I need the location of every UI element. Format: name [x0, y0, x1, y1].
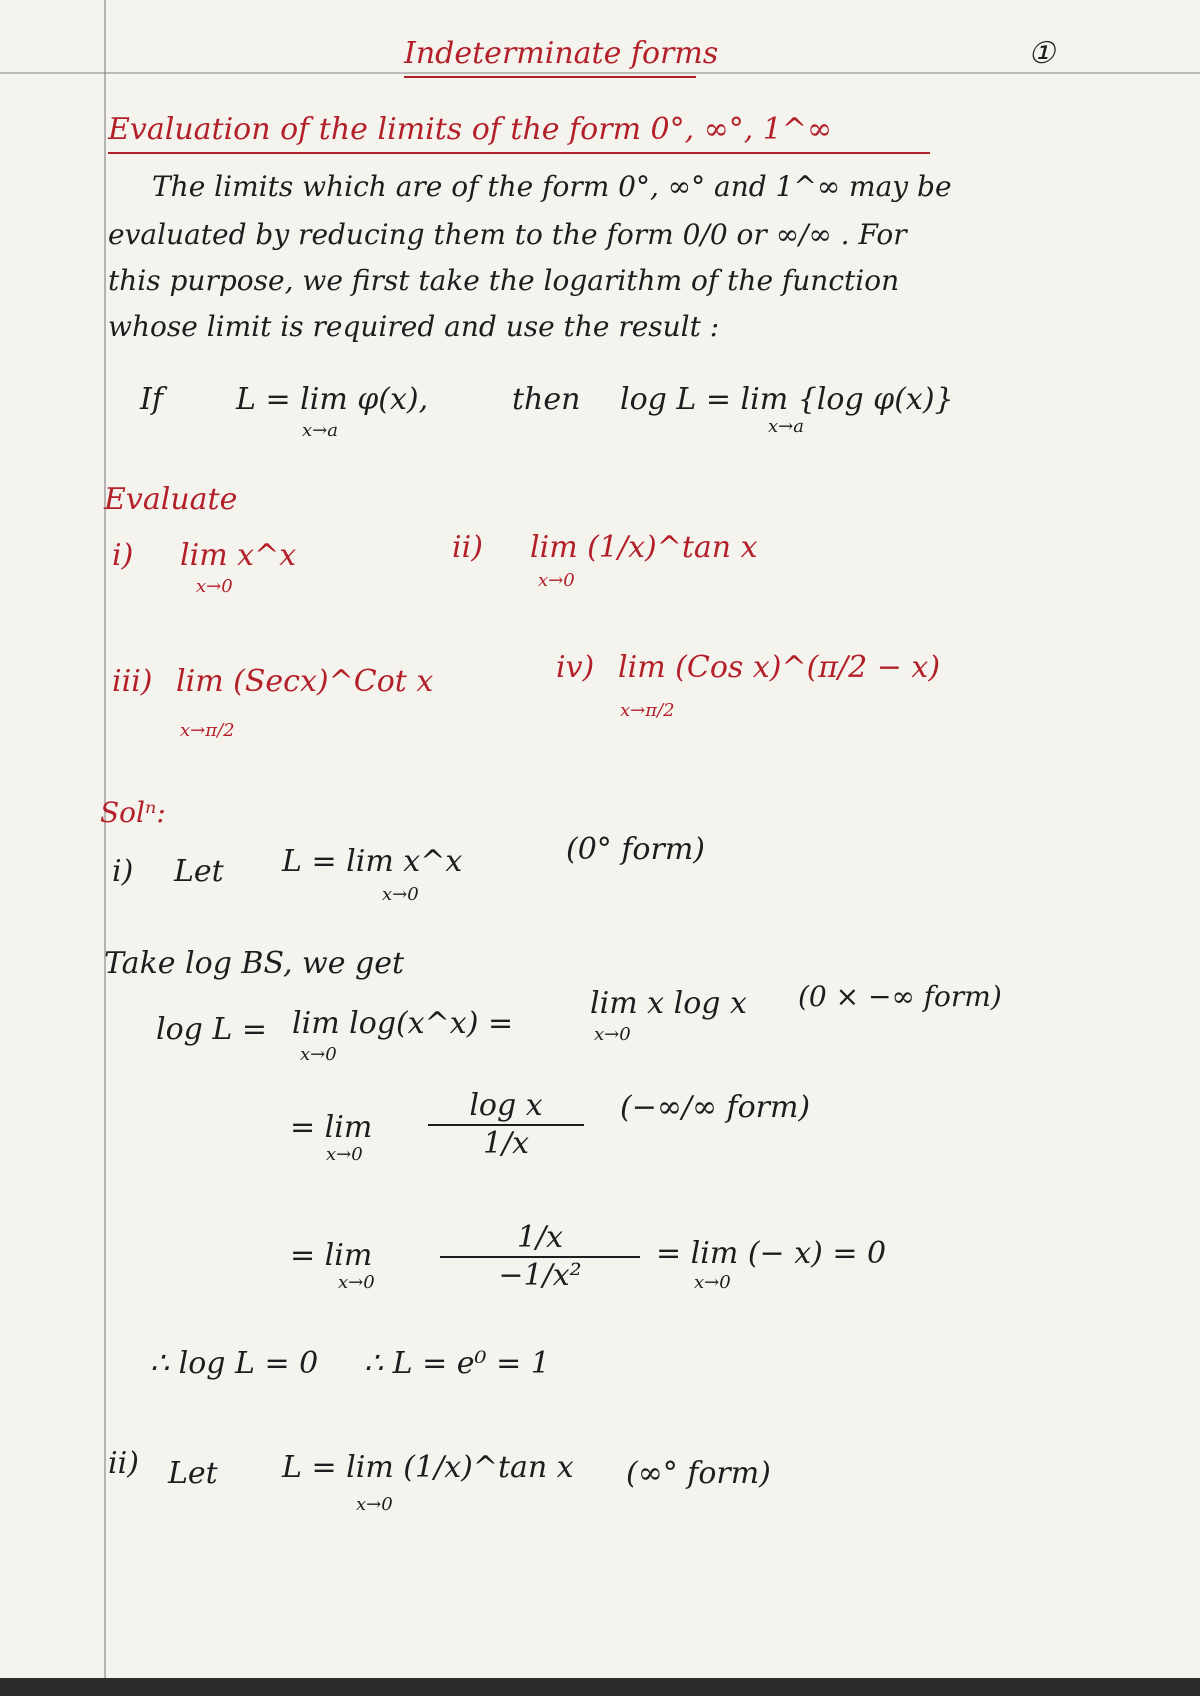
sol-1-step2-sub: x→0 [326, 1144, 363, 1165]
problem-3-sub: x→π/2 [180, 720, 235, 741]
problem-4-sub: x→π/2 [620, 700, 675, 721]
problem-2-label: ii) [452, 530, 483, 565]
intro-line-3: this purpose, we first take the logarithm of the function [108, 264, 900, 297]
problem-3-label: iii) [112, 664, 153, 699]
sol-1-step1-lhs: log L = [156, 1012, 267, 1047]
rule-rhs-sub: x→a [768, 416, 804, 437]
bottom-strip [0, 1678, 1200, 1696]
intro-line-2: evaluated by reducing them to the form 0/0 or ∞/∞ . For [108, 218, 907, 251]
sol-2-label: ii) [108, 1446, 139, 1481]
problem-1-sub: x→0 [196, 576, 233, 597]
problem-3-expr: lim (Secx)^Cot x [176, 664, 434, 699]
sol-1-step3-num: 1/x [516, 1220, 564, 1255]
sol-1-step2-den: 1/x [482, 1125, 530, 1161]
sol-1-let: Let [174, 854, 224, 889]
sol-1-step2-fraction [428, 1090, 584, 1159]
problem-1-expr: lim x^x [180, 538, 297, 573]
title-underline [404, 76, 696, 78]
rule-rhs: log L = lim {log φ(x)} [620, 382, 954, 417]
section-heading: Evaluation of the limits of the form 0°, ∞°, 1^∞ [108, 112, 832, 147]
page-number: ① [1028, 36, 1055, 71]
sol-1-step1-rhs: lim x log x [590, 986, 747, 1021]
sol-1-take-log: Take log BS, we get [104, 946, 405, 981]
section-heading-underline [108, 152, 930, 154]
sol-2-form: (∞° form) [626, 1456, 771, 1491]
sol-1-step2-form: (−∞/∞ form) [620, 1090, 811, 1125]
sol-1-step3-lim: = lim [290, 1238, 373, 1273]
sol-1-conclusion-a: ∴ log L = 0 [150, 1346, 319, 1381]
sol-2-let: Let [168, 1456, 218, 1491]
sol-1-step2-num: log x [469, 1088, 543, 1123]
sol-1-form1: (0° form) [566, 832, 705, 867]
problem-2-expr: lim (1/x)^tan x [530, 530, 758, 565]
problem-2-sub: x→0 [538, 570, 575, 591]
problem-4-label: iv) [556, 650, 595, 685]
top-rule [0, 72, 1200, 74]
intro-line-4: whose limit is required and use the result : [108, 310, 720, 343]
sol-1-step3-den: −1/x² [498, 1257, 582, 1293]
sol-1-step1-mid: lim log(x^x) = [292, 1006, 514, 1041]
sol-1-step1-form: (0 × −∞ form) [798, 980, 1002, 1013]
sol-1-step1-mid-sub: x→0 [300, 1044, 337, 1065]
rule-then: then [512, 382, 581, 417]
margin-line [104, 0, 106, 1696]
sol-1-label: i) [112, 854, 134, 889]
sol-1-conclusion-b: ∴ L = e⁰ = 1 [364, 1346, 550, 1381]
sol-1-step3-rhs: = lim (− x) = 0 [656, 1236, 887, 1271]
page-title: Indeterminate forms [404, 36, 719, 71]
sol-1-step3-rhs-sub: x→0 [694, 1272, 731, 1293]
problem-4-expr: lim (Cos x)^(π/2 − x) [618, 650, 941, 685]
sol-1-line1-sub: x→0 [382, 884, 419, 905]
sol-1-step2-lim: = lim [290, 1110, 373, 1145]
sol-2-sub: x→0 [356, 1494, 393, 1515]
solution-heading: Solⁿ: [100, 796, 166, 829]
sol-1-line1: L = lim x^x [282, 844, 463, 879]
sol-2-expr: L = lim (1/x)^tan x [282, 1450, 574, 1485]
sol-1-step3-fraction [440, 1222, 640, 1291]
rule-lhs: L = lim φ(x), [236, 382, 429, 417]
sol-1-step3-sub: x→0 [338, 1272, 375, 1293]
problem-1-label: i) [112, 538, 134, 573]
rule-if: If [140, 382, 163, 417]
rule-lhs-sub: x→a [302, 420, 338, 441]
sol-1-step1-rhs-sub: x→0 [594, 1024, 631, 1045]
intro-line-1: The limits which are of the form 0°, ∞° and 1^∞ may be [152, 170, 952, 203]
evaluate-heading: Evaluate [104, 482, 238, 517]
